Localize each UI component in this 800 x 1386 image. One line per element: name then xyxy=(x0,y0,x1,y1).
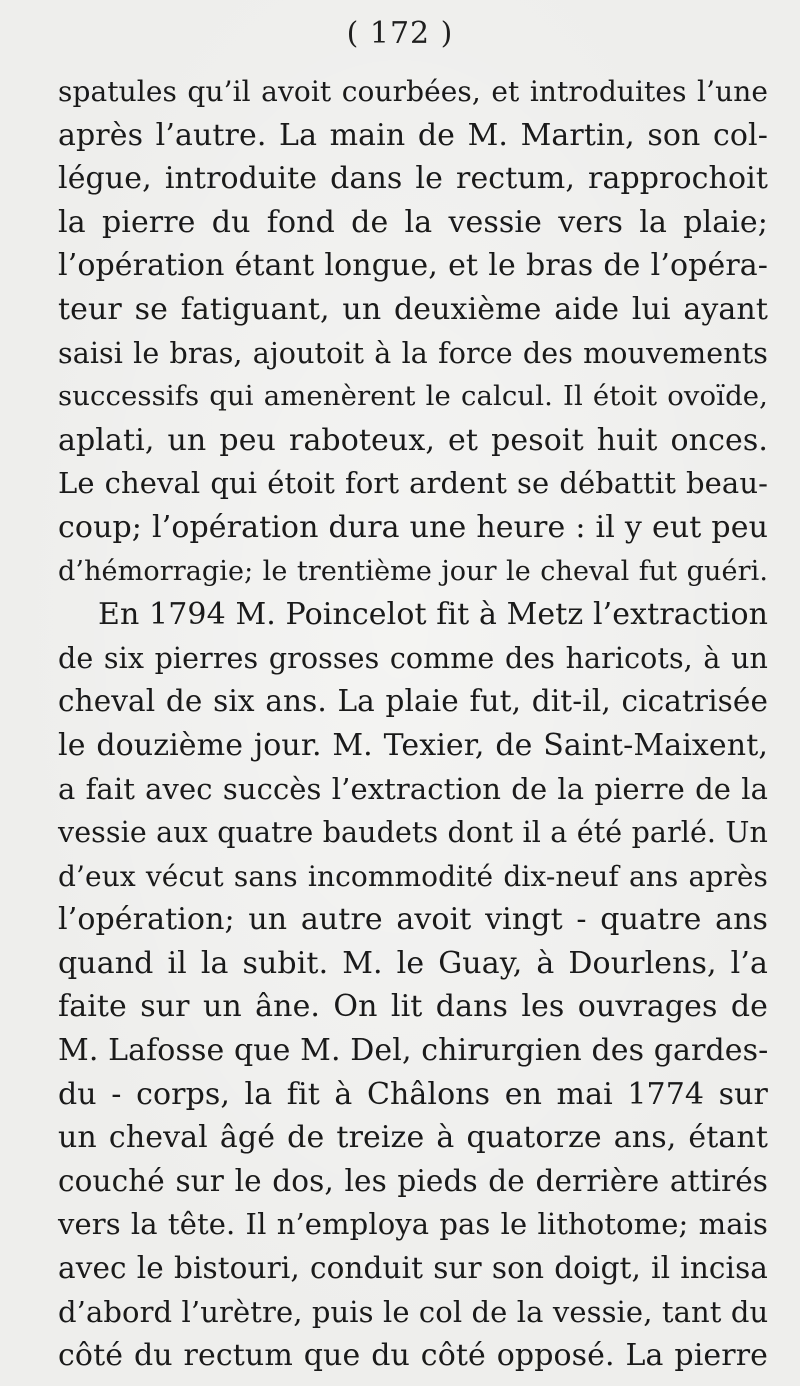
text-line: un cheval âgé de treize à quatorze ans, étant xyxy=(58,1120,768,1156)
text-line: vessie aux quatre baudets dont il a été parlé. Un xyxy=(58,816,768,850)
text-line: légue, introduite dans le rectum, rapprochoit xyxy=(58,161,768,197)
text-line: faite sur un âne. On lit dans les ouvrages de xyxy=(58,989,768,1025)
text-line: coup; l’opération dura une heure : il y eut peu xyxy=(58,509,768,545)
text-line: successifs qui amenèrent le calcul. Il étoit ovoïde, xyxy=(58,380,768,413)
text-line: quand il la subit. M. le Guay, à Dourlens, l’a xyxy=(58,945,768,981)
text-line: de six pierres grosses comme des haricots, à un xyxy=(58,641,768,675)
text-line: teur se fatiguant, un deuxième aide lui ayant xyxy=(58,291,768,327)
text-line: du - corps, la fit à Châlons en mai 1774 sur xyxy=(58,1076,768,1112)
text-line: après l’autre. La main de M. Martin, son col- xyxy=(58,117,768,153)
text-line: l’opération étant longue, et le bras de l’opéra- xyxy=(58,248,768,284)
text-line: a fait avec succès l’extraction de la pierre de la xyxy=(58,771,768,806)
text-line: le douzième jour. M. Texier, de Saint-Maixent, xyxy=(58,727,768,763)
text-line: saisi le bras, ajoutoit à la force des mouvements xyxy=(58,336,768,370)
text-line: avec le bistouri, conduit sur son doigt, il incisa xyxy=(58,1251,768,1286)
text-line: côté du rectum que du côté opposé. La pierre xyxy=(58,1338,768,1374)
text-line: couché sur le dos, les pieds de derrière attirés xyxy=(58,1163,768,1198)
text-line: M. Lafosse que M. Del, chirurgien des gardes- xyxy=(58,1033,769,1069)
text-line: d’hémorragie; le trentième jour le cheval fut guéri. xyxy=(58,555,768,587)
text-line: Le cheval qui étoit fort ardent se débattit beau- xyxy=(58,466,768,501)
text-line: d’abord l’urètre, puis le col de la vessie, tant du xyxy=(58,1294,769,1329)
text-line: la pierre du fond de la vessie vers la plaie; xyxy=(58,204,768,240)
text-line: spatules qu’il avoit courbées, et introduites l’une xyxy=(58,75,768,108)
text-line: vers la tête. Il n’employa pas le lithotome; mais xyxy=(58,1207,768,1242)
text-line: l’opération; un autre avoit vingt - quatre ans xyxy=(58,902,768,938)
text-line: d’eux vécut sans incommodité dix-neuf ans après xyxy=(58,859,768,893)
page-body-text xyxy=(58,70,768,1378)
page-number: ( 172 ) xyxy=(346,16,454,51)
text-line: aplati, un peu raboteux, et pesoit huit onces. xyxy=(58,422,768,458)
text-line: cheval de six ans. La plaie fut, dit-il, cicatrisée xyxy=(58,684,768,719)
text-line: En 1794 M. Poincelot fit à Metz l’extraction xyxy=(98,597,769,633)
